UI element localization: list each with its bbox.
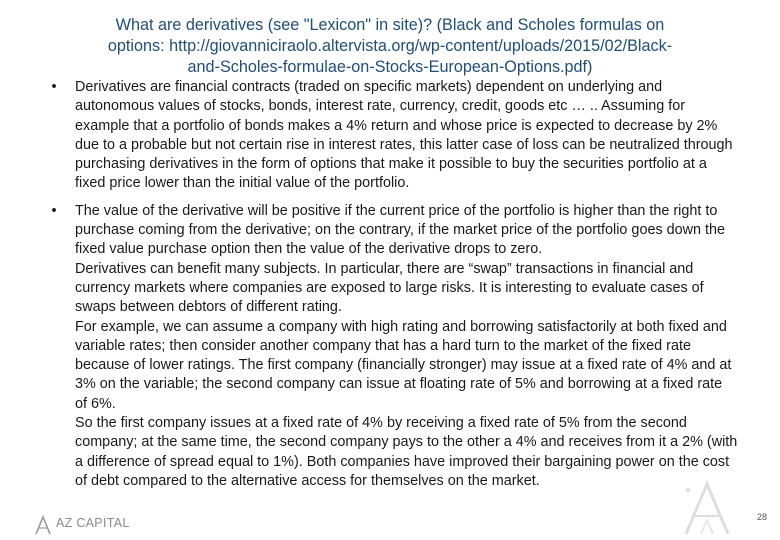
logo-icon bbox=[34, 514, 52, 536]
slide-title bbox=[40, 15, 740, 78]
bullet-item-derivatives-definition bbox=[48, 78, 738, 194]
bullet-paragraph: So the first company issues at a fixed rate of 4% by receiving a fixed rate of 5% from the second company; at the same time, the second company pays to the other a 4% and receives from it a 2% (with a difference of spread equal to 1%). Both companies have improved their bargaining power on the cost of debt compared to the alternative access for themselves on the market. bbox=[75, 415, 738, 489]
bullet-paragraph: Derivatives can benefit many subjects. In particular, there are “swap” transactions in financial and currency markets where companies are exposed to large risks. It is interesting to evaluate cases of swaps between debtors of different rating. bbox=[75, 260, 704, 316]
bullet-item-derivative-value bbox=[48, 202, 738, 491]
bullet-paragraph: The value of the derivative will be positive if the current price of the portfolio is higher than the right to purchase coming from the derivative; on the contrary, if the market price of the portfolio goes down the fixed value purchase option then the value of the derivative drops to zero. bbox=[75, 202, 726, 258]
slide-title-line-2: options: http://giovanniciraolo.altervista.org/wp-content/uploads/2015/02/Black- bbox=[107, 36, 673, 55]
bullet-icon: • bbox=[51, 202, 57, 219]
company-logo bbox=[34, 512, 134, 538]
slide-title-line-3: and-Scholes-formulae-on-Stocks-European-Options.pdf) bbox=[187, 57, 593, 76]
logo-text: AZ CAPITAL bbox=[56, 516, 130, 530]
slide-title-line-1: What are derivatives (see "Lexicon" in site)? (Black and Scholes formulas on bbox=[115, 15, 665, 34]
bullet-list bbox=[48, 78, 738, 491]
page-number: 28 bbox=[757, 512, 768, 522]
bullet-paragraph: Derivatives are financial contracts (traded on specific markets) dependent on underlying and autonomous values of stocks, bonds, interest rate, currency, credit, goods etc … .. Assuming for example that a portfolio of bonds makes a 4% return and whose price is expected to decrease by 2% due to a probable but not certain rise in interest rates, this latter case of loss can be neutralized through purchasing derivatives in the form of options that make it possible to buy the securities portfolio at a fixed price lower than the initial value of the portfolio. bbox=[75, 79, 733, 192]
bullet-paragraph: For example, we can assume a company with high rating and borrowing satisfactorily at both fixed and variable rates; then consider another company that has a hard turn to the market of the fixed rate because of lower ratings. The first company (financially stronger) may issue at a fixed rate of 4% and at 3% on the variable; the second company can issue at floating rate of 5% and borrowing at a fixed rate of 6%. bbox=[75, 318, 732, 412]
watermark-logo-icon bbox=[676, 476, 738, 538]
bullet-icon: • bbox=[51, 79, 57, 95]
